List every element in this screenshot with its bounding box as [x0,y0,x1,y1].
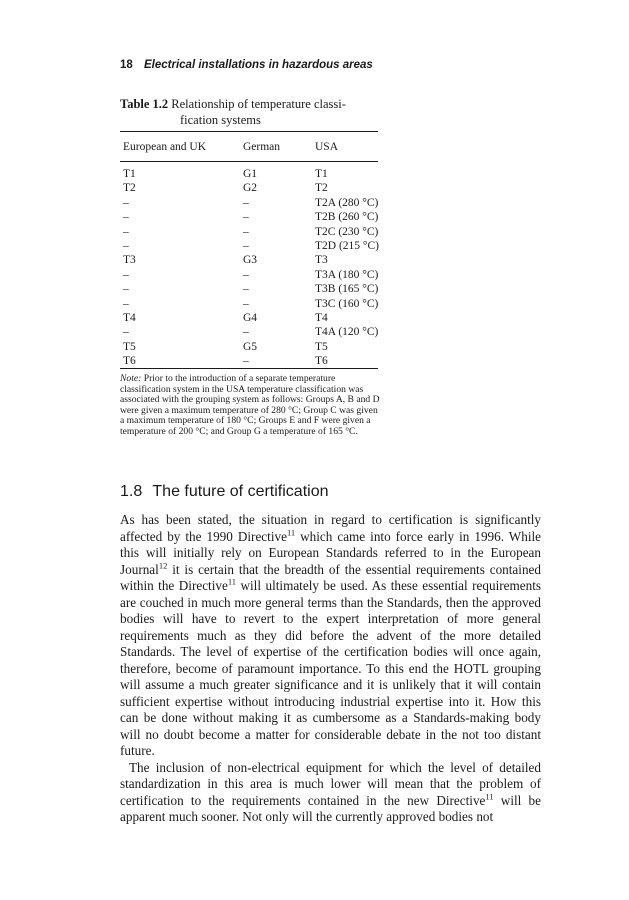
paragraph-text: As has been stated, the situation in regard to certification is significantly affected by the 1990 Directive [120,512,541,544]
table-note [120,374,380,438]
table-note-text: Prior to the introduction of a separate temperature classification system in the USA temperature classification was associated with the grouping system as follows: Groups A, B and D were given a maximum temperature of 280 °C; Group C was given a maximum temperature of 180 °C; Groups E and F were given a temperature of 200 °C; and Group G a temperature of 165 °C. [120,373,380,437]
table-note-label: Note: [120,373,142,384]
table-cell: T3C (160 °C) [315,297,379,310]
table-cell: – [243,211,249,224]
body-text [120,512,541,826]
table-cell: T5 [315,340,328,353]
table-row [120,254,378,268]
table-cell: – [123,268,129,281]
paragraph-text: The inclusion of non-electrical equipment for which the level of detailed standardization in this area is much lower will mean that the problem of certification to the requirements contained in the new Directive [120,759,541,808]
table-cell: T6 [315,355,328,368]
reference-superscript: 11 [485,791,494,802]
table-cell: – [243,196,249,209]
table-cell: T2A (280 °C) [315,196,379,209]
table-cell: – [243,283,249,296]
page-number: 18 [120,59,133,71]
table-cell: T2C (230 °C) [315,225,379,238]
table-cell: T3B (165 °C) [315,283,379,296]
table-cell: – [243,239,249,252]
table-row [120,211,378,225]
table-cell: G1 [243,168,258,180]
paragraph [120,760,541,826]
table-row [120,326,378,340]
table-cell: – [243,225,249,238]
table-row [120,341,378,355]
table-row [120,269,378,283]
table-body [120,168,378,369]
section-title: The future of certification [152,483,329,500]
table-cell: – [123,326,129,339]
column-header-usa: USA [315,141,339,153]
table-caption [120,96,400,128]
table-cell: G3 [243,254,258,267]
table-cell: – [123,297,129,310]
paragraph-text: it is certain that the breadth of the essential requirements contained within the Directive [120,561,541,593]
reference-superscript: 12 [158,560,168,571]
table-cell: – [243,297,249,310]
column-header-european: European and UK [123,141,207,153]
table-row [120,298,378,312]
table-label: Table 1.2 [120,97,169,111]
running-header [120,59,373,71]
table-row [120,226,378,240]
table-cell: T5 [123,340,136,353]
table-cell: G2 [243,182,258,195]
table-cell: T4 [315,311,328,324]
reference-superscript: 11 [227,576,237,587]
table-cell: – [123,211,129,224]
column-header-german: German [243,141,281,153]
table-header-rule [120,161,378,162]
table-cell: T6 [123,355,136,368]
table-cell: G5 [243,340,258,353]
table-cell: T3 [315,254,328,267]
table-cell: – [243,355,249,368]
table-row [120,197,378,211]
table-cell: T1 [123,168,136,180]
table-cell: – [123,239,129,252]
table-cell: – [123,283,129,296]
table-row [120,168,378,182]
table-cell: – [123,196,129,209]
book-title: Electrical installations in hazardous areas [144,59,373,71]
table-cell: T2 [315,182,328,195]
table-cell: G4 [243,311,258,324]
reference-superscript: 11 [286,527,296,538]
table-cell: T2 [123,182,136,195]
table-cell: T3 [123,254,136,267]
table-cell: – [123,225,129,238]
table-row [120,283,378,297]
table-cell: T3A (180 °C) [315,268,379,281]
table-cell: T4A (120 °C) [315,326,379,339]
paragraph-text: will ultimately be used. As these essential requirements are couched in much more general terms than the Standards, then the approved bodies will have to revert to the expert interpretation of more general requirements much as they did before the advent of the more detailed Standards. The level of expertise of the certification bodies will once again, therefore, become of paramount importance. To this end the HOTL grouping will assume a much greater significance and it is unlikely that it will contain sufficient expertise without introducing industrial expertise into it. How this can be done without making it as cumbersome as a Standards-making body will no doubt become a matter for considerable debate in the not too distant future. [120,578,541,758]
paragraph [120,512,541,760]
table-caption-line2: fication systems [180,113,261,127]
table-top-rule [120,131,378,132]
table-cell: T4 [123,311,136,324]
section-number: 1.8 [120,483,143,500]
paragraph-text: will be apparent much sooner. Not only will the currently approved bodies not [120,792,541,824]
table-cell: – [243,326,249,339]
table-cell: T2D (215 °C) [315,239,380,252]
table-row [120,240,378,254]
table-cell: T2B (260 °C) [315,211,379,224]
table-caption-line1: Relationship of temperature classi- [171,97,346,111]
table-bottom-rule [120,368,378,369]
paragraph-text: which came into force early in 1996. While this will initially rely on European Standards referred to in the European Journal [120,528,541,577]
table-cell: T1 [315,168,328,180]
table-row [120,312,378,326]
table-cell: – [243,268,249,281]
table-row [120,182,378,196]
section-heading [120,483,329,501]
